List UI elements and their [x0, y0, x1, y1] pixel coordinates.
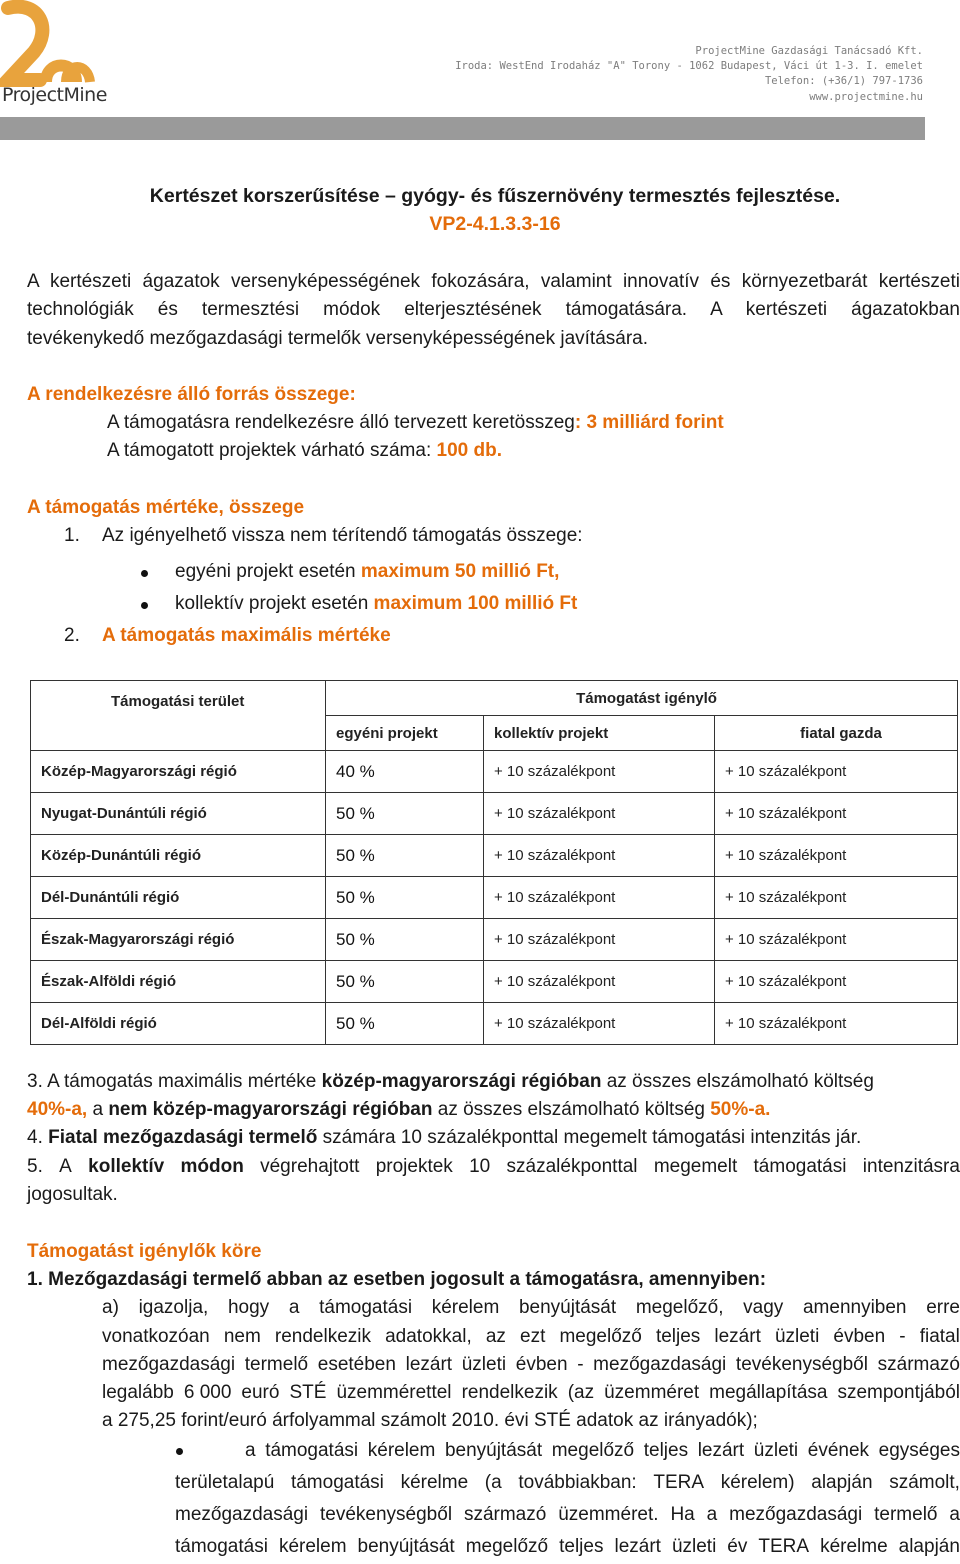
rate-cell: 50 % [326, 877, 484, 919]
condition-a-line-1 [102, 1296, 960, 1319]
bullet-2-value: maximum 100 millió Ft [373, 593, 578, 614]
company-website: www.projectmine.hu [809, 90, 923, 103]
word: mezőgazdasági [102, 1354, 236, 1375]
word: legalább [102, 1382, 174, 1403]
word: kérelem [431, 1297, 500, 1318]
word: százalékponttal [506, 1156, 638, 1177]
table-header-row [31, 681, 958, 716]
word: intenzitásra [862, 1156, 960, 1177]
word: TERA [653, 1472, 705, 1493]
col-applicant-header: Támogatást igénylő [326, 681, 958, 716]
word: év [727, 1536, 748, 1557]
rate-cell: 50 % [326, 793, 484, 835]
sub-individual-header: egyéni projekt [326, 716, 484, 751]
support-item-2-number: 2. [64, 625, 80, 646]
condition-a-line-3 [102, 1353, 960, 1376]
note-3-text-b: közép-magyarországi régióban [321, 1071, 602, 1092]
word: alapján [898, 1536, 960, 1557]
bullet-icon [176, 1448, 183, 1455]
young-cell: + 10 százalékpont [715, 751, 958, 793]
sub-young-header: fiatal gazda [715, 716, 958, 751]
projects-label: A támogatott projektek várható száma: [107, 440, 432, 461]
condition-b-line-1 [245, 1439, 960, 1462]
applicants-heading: Támogatást igénylők köre [27, 1241, 262, 1262]
word: végrehajtott [260, 1156, 360, 1177]
table-row [31, 1003, 958, 1045]
collective-cell: + 10 százalékpont [484, 961, 715, 1003]
word: alapján [811, 1472, 873, 1493]
company-phone: Telefon: (+36/1) 797-1736 [764, 75, 923, 88]
word: üzemméret. [558, 1504, 659, 1525]
note-4-text-c: számára 10 százalékponttal megemelt támogatási intenzitás jár. [317, 1127, 862, 1148]
word: ezt [520, 1326, 546, 1347]
condition-b-line-4 [175, 1535, 960, 1558]
note-5-line-2: jogosultak. [27, 1184, 118, 1205]
word: kérelme [820, 1536, 888, 1557]
word: adatokkal, [385, 1326, 472, 1347]
condition-a-line-4 [102, 1381, 960, 1404]
condition-b-line-2 [175, 1471, 960, 1494]
intro-line-2: technológiák és termesztési módok elterjesztésének támogatására. A kertészeti ágazatokban [27, 299, 960, 320]
region-cell: Közép-Dunántúli régió [31, 835, 326, 877]
support-item-1-number: 1. [64, 525, 80, 546]
word: amennyiben [802, 1297, 907, 1318]
word: erre [926, 1297, 960, 1318]
word: Ha [670, 1504, 695, 1525]
word: A [59, 1156, 72, 1177]
logo-text: ProjectMine [2, 84, 107, 106]
word: nem [223, 1326, 261, 1347]
word: 6 000 [183, 1382, 232, 1403]
word: üzleti [461, 1354, 507, 1375]
rate-cell: 50 % [326, 835, 484, 877]
rate-cell: 50 % [326, 919, 484, 961]
note-3-text-c: az összes elszámolható költség [601, 1071, 874, 1092]
word: támogatási [265, 1440, 359, 1461]
young-cell: + 10 százalékpont [715, 793, 958, 835]
word: lezárt [697, 1440, 745, 1461]
collective-cell: + 10 százalékpont [484, 1003, 715, 1045]
table-row [31, 835, 958, 877]
budget-label: A támogatásra rendelkezésre álló tervezett keretösszeg [107, 412, 575, 433]
collective-cell: + 10 százalékpont [484, 793, 715, 835]
word: benyújtását [518, 1297, 617, 1318]
word: a [288, 1297, 300, 1318]
table-row [31, 877, 958, 919]
word: megelőző [465, 1536, 549, 1557]
word: területalapú [175, 1472, 275, 1493]
word: szempontjából [837, 1382, 960, 1403]
word: kérelem [367, 1440, 436, 1461]
page-header [0, 0, 960, 140]
region-cell: Közép-Magyarországi régió [31, 751, 326, 793]
word: lezárt [614, 1536, 661, 1557]
applicants-item-1: 1. Mezőgazdasági termelő abban az esetben jogosult a támogatásra, amennyiben: [27, 1269, 767, 1290]
word: lezárt [714, 1326, 761, 1347]
word: üzemmérettel [336, 1382, 452, 1403]
company-name: ProjectMine Gazdasági Tanácsadó Kft. [695, 45, 923, 57]
young-cell: + 10 százalékpont [715, 1003, 958, 1045]
rate-cell: 50 % [326, 1003, 484, 1045]
company-info [455, 44, 923, 105]
note-3-line-1 [27, 1070, 874, 1093]
word: fiatal [919, 1326, 960, 1347]
word: teljes [655, 1326, 701, 1347]
note-3-text-h: 50%-a. [710, 1099, 771, 1120]
word: kérelem [278, 1536, 347, 1557]
header-bar [0, 117, 925, 140]
source-heading: A rendelkezésre álló forrás összege: [27, 384, 356, 405]
note-3-text-e: a [87, 1099, 109, 1120]
note-3-text-d: 40%-a, [27, 1099, 88, 1120]
support-bullet-1 [175, 560, 559, 583]
bullet-icon [141, 602, 148, 609]
projects-value: 100 db. [436, 440, 502, 461]
word: a) [102, 1297, 119, 1318]
note-3-line-2 [27, 1098, 770, 1121]
budget-line [107, 411, 724, 434]
collective-cell: + 10 százalékpont [484, 751, 715, 793]
program-code: VP2-4.1.3.3-16 [429, 213, 561, 235]
word: tevékenységből [735, 1354, 868, 1375]
intro-line-3: tevékenykedő mezőgazdasági termelők versenyképességének javítására. [27, 328, 649, 349]
word: benyújtását [444, 1440, 543, 1461]
young-cell: + 10 százalékpont [715, 877, 958, 919]
note-4 [27, 1126, 861, 1149]
col-area-header: Támogatási terület [31, 681, 326, 751]
support-bullet-2 [175, 592, 577, 615]
collective-cell: + 10 százalékpont [484, 835, 715, 877]
word: megemelt [653, 1156, 738, 1177]
word: esetében [317, 1354, 396, 1375]
word: kérelem) [720, 1472, 795, 1493]
intro-line-1: A kertészeti ágazatok versenyképességének fokozására, valamint innovatív és környezetbarát kertészeti [27, 271, 960, 292]
word: kérelme [400, 1472, 469, 1493]
word: termelő [244, 1354, 309, 1375]
region-cell: Nyugat-Dunántúli régió [31, 793, 326, 835]
table-row [31, 919, 958, 961]
word: vonatkozóan [102, 1326, 210, 1347]
sub-collective-header: kollektív projekt [484, 716, 715, 751]
word: megelőző [551, 1440, 635, 1461]
word: megelőző, [635, 1297, 724, 1318]
word: származó [463, 1504, 547, 1525]
word: TERA [758, 1536, 810, 1557]
bullet-2-text: kollektív projekt esetén [175, 593, 369, 614]
word: támogatási [753, 1156, 847, 1177]
word: évének [807, 1440, 870, 1461]
word: igazolja, [138, 1297, 209, 1318]
region-cell: Észak-Alföldi régió [31, 961, 326, 1003]
word: mezőgazdasági [729, 1504, 863, 1525]
region-cell: Dél-Dunántúli régió [31, 877, 326, 919]
collective-cell: + 10 százalékpont [484, 919, 715, 961]
word: üzleti [671, 1536, 717, 1557]
table-row [31, 751, 958, 793]
word: mezőgazdasági [593, 1354, 727, 1375]
rate-cell: 40 % [326, 751, 484, 793]
table-row [31, 961, 958, 1003]
note-3-text-a: 3. A támogatás maximális mértéke [27, 1071, 322, 1092]
young-cell: + 10 százalékpont [715, 919, 958, 961]
word: lezárt [405, 1354, 453, 1375]
word: a [706, 1504, 718, 1525]
note-3-text-g: az összes elszámolható költség [432, 1099, 711, 1120]
word: hogy [227, 1297, 270, 1318]
word: számolt, [889, 1472, 960, 1493]
bullet-1-text: egyéni projekt esetén [175, 561, 356, 582]
word: módon [180, 1156, 244, 1177]
note-4-text-a: 4. [27, 1127, 49, 1148]
word: mezőgazdasági [175, 1504, 309, 1525]
word: 5. [27, 1156, 43, 1177]
word: üzleti [753, 1440, 799, 1461]
word: teljes [643, 1440, 689, 1461]
word: vagy [743, 1297, 784, 1318]
support-heading: A támogatás mértéke, összege [27, 497, 305, 518]
bullet-icon [141, 570, 148, 577]
word: támogatási [319, 1297, 413, 1318]
condition-a-line-5: a 275,25 forint/euró árfolyammal számolt 2010. évi STÉ adatok az irányadók); [102, 1410, 758, 1431]
word: rendelkezik [461, 1382, 558, 1403]
word: támogatási [290, 1472, 384, 1493]
word: évben [515, 1354, 568, 1375]
budget-value: : 3 milliárd forint [574, 412, 724, 433]
note-3-text-f: nem közép-magyarországi régióban [108, 1099, 433, 1120]
region-cell: Észak-Magyarországi régió [31, 919, 326, 961]
young-cell: + 10 százalékpont [715, 835, 958, 877]
word: kollektív [88, 1156, 165, 1177]
word: projektek [375, 1156, 453, 1177]
region-cell: Dél-Alföldi régió [31, 1003, 326, 1045]
word: benyújtását [357, 1536, 455, 1557]
word: euró [241, 1382, 280, 1403]
word: a [949, 1504, 960, 1525]
word: üzleti [774, 1326, 820, 1347]
word: egységes [878, 1440, 960, 1461]
word: 10 [469, 1156, 491, 1177]
word: (a [484, 1472, 502, 1493]
word: évben [833, 1326, 886, 1347]
word: teljes [559, 1536, 604, 1557]
company-office: Iroda: WestEnd Irodaház "A" Torony - 1062 Budapest, Váci út 1-3. I. emelet [455, 60, 923, 73]
collective-cell: + 10 százalékpont [484, 877, 715, 919]
word: rendelkezik [274, 1326, 372, 1347]
note-4-text-b: Fiatal mezőgazdasági termelő [48, 1127, 318, 1148]
word: a [245, 1440, 256, 1461]
support-rate-table [30, 680, 958, 1045]
support-item-1-text: Az igényelhető vissza nem térítendő támogatás összege: [102, 525, 583, 546]
word: - [899, 1326, 906, 1347]
bullet-1-value: maximum 50 millió Ft, [360, 561, 560, 582]
note-5-line-1 [27, 1155, 960, 1178]
word: termelő [874, 1504, 938, 1525]
table-row [31, 793, 958, 835]
word: - [577, 1354, 584, 1375]
word: származó [877, 1354, 960, 1375]
condition-b-line-3 [175, 1503, 960, 1526]
support-item-2-text: A támogatás maximális mértéke [102, 625, 391, 646]
rate-cell: 50 % [326, 961, 484, 1003]
word: (az [567, 1382, 595, 1403]
young-cell: + 10 százalékpont [715, 961, 958, 1003]
word: továbbiakban: [518, 1472, 637, 1493]
word: megállapítása [709, 1382, 828, 1403]
document-title: Kertészet korszerűsítése – gyógy- és fűszernövény termesztés fejlesztése. [149, 185, 841, 207]
word: megelőző [559, 1326, 642, 1347]
word: támogatási [175, 1536, 268, 1557]
word: üzemméret [604, 1382, 700, 1403]
word: STÉ [289, 1382, 327, 1403]
condition-a-line-2 [102, 1325, 960, 1348]
word: tevékenységből [320, 1504, 453, 1525]
word: az [485, 1326, 506, 1347]
projects-line [107, 439, 502, 462]
